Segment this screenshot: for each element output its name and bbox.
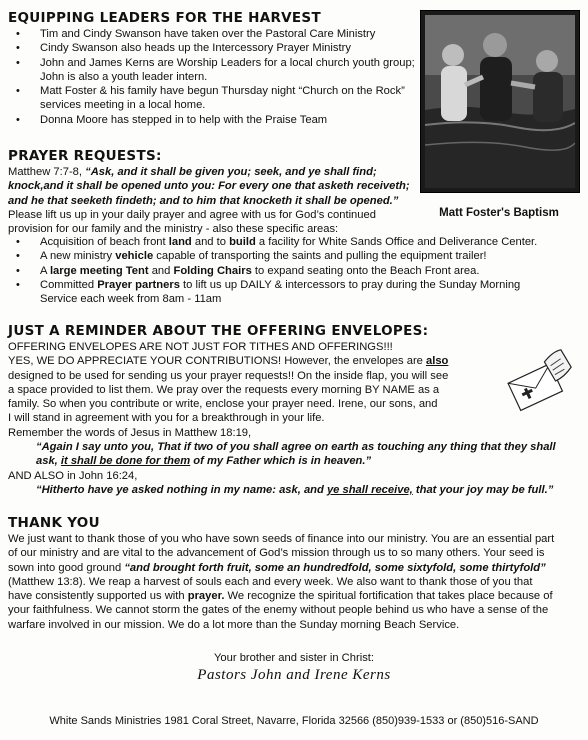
text: A <box>40 264 50 277</box>
text: to expand seating onto the Beach Front area. <box>251 264 480 277</box>
text: “and brought forth fruit, some an hundredfold, some sixtyfold, some thirtyfold” <box>124 561 546 574</box>
text: A new ministry <box>40 250 116 263</box>
text: and <box>148 264 174 277</box>
section-heading: EQUIPPING LEADERS FOR THE HARVEST <box>8 10 321 26</box>
text: Folding Chairs <box>173 264 252 277</box>
body-text: your faithfulness. We cannot storm the gates of the enemy without people behind us who have a sense of the <box>8 604 549 617</box>
text: have consistently supported us with <box>8 590 188 603</box>
quote-text: “Again I say unto you, That if two of you shall agree on earth as touching any thing that they shall <box>36 441 556 454</box>
text: build <box>229 236 256 248</box>
quote-text <box>8 483 578 497</box>
body-text: OFFERING ENVELOPES ARE NOT JUST FOR TITHES AND OFFERINGS!!! <box>8 341 393 353</box>
closing-line: Your brother and sister in Christ: <box>213 652 375 664</box>
list-item: • Donna Moore has stepped in to help with the Praise Team <box>8 113 418 127</box>
body-text <box>8 354 578 368</box>
text: also <box>426 355 449 368</box>
verse-text: and he that seeketh findeth; and to him that knocketh it shall be opened.” <box>8 194 399 207</box>
text: that your joy may be full.” <box>412 483 554 496</box>
text: Prayer partners <box>97 278 180 291</box>
quote-text <box>8 454 578 468</box>
list-item: • Tim and Cindy Swanson have taken over the Pastoral Care Ministry <box>8 27 418 41</box>
text: sown into good ground <box>8 561 125 574</box>
body-text: Remember the words of Jesus in Matthew 18:19, <box>8 426 252 439</box>
section-offering-envelopes <box>8 323 578 497</box>
text: Acquisition of beach front <box>40 236 169 248</box>
baptism-photo <box>420 10 580 193</box>
baptism-scene-illustration <box>425 15 575 188</box>
body-text: We just want to thank those of you who have sown seeds of finance into our ministry. You are an essential part <box>8 533 555 545</box>
text: vehicle <box>115 250 154 263</box>
list-item <box>8 278 568 307</box>
body-text: a space provided to list them. We pray over the requests every morning BY NAME as a <box>8 383 440 396</box>
body-text: family. So when you contribute or write, enclose your prayer need. Irene, our sons, and <box>8 398 438 411</box>
section-prayer-requests <box>8 148 418 236</box>
verse-text: knock,and it shall be opened unto you: For every one that asketh receiveth; <box>8 180 410 193</box>
text: YES, WE DO APPRECIATE YOUR CONTRIBUTIONS! However, the envelopes are <box>8 355 426 368</box>
text: land <box>168 236 192 248</box>
verse-line <box>8 165 418 179</box>
section-equipping-leaders <box>8 10 418 127</box>
list-item: • Matt Foster & his family have begun Thursday night “Church on the Rock” services meeting in a local home. <box>8 84 418 113</box>
section-heading: THANK YOU <box>8 515 100 531</box>
closing <box>0 651 588 683</box>
list-item <box>8 249 568 263</box>
section-thank-you <box>8 515 583 632</box>
photo-image <box>425 15 575 188</box>
text: ye shall receive, <box>326 483 413 496</box>
text: to lift us up DAILY & intercessors to pray during the Sunday Morning Service each week from 8am - 11am <box>40 278 521 306</box>
body-text: Please lift us up in your daily prayer and agree with us for God’s continued <box>8 208 376 221</box>
body-text: of our ministry and are vital to the advancement of God’s mission through us to so many others. Your seed is <box>8 547 545 560</box>
text: of my Father which is in heaven.” <box>190 455 372 468</box>
list-item <box>8 264 568 278</box>
body-text: provision for our family and the ministry - also these specific areas: <box>8 223 339 236</box>
list-item: • John and James Kerns are Worship Leaders for a local church youth group; John is also a youth leader intern. <box>8 56 418 85</box>
prayer-needs-list <box>8 235 568 306</box>
signature: Pastors John and Irene Kerns <box>197 667 391 684</box>
text: and to <box>191 236 230 248</box>
body-text <box>8 589 583 603</box>
body-text: designed to be used for sending us your prayer requests!! On the inside flap, you will see <box>8 369 449 382</box>
text: prayer. <box>187 590 225 603</box>
list-item <box>8 235 568 249</box>
body-text: warfare involved in our mission. We do a lot more than the Sunday morning Beach Service. <box>8 618 460 631</box>
text: a facility for White Sands Office and Deliverance Center. <box>255 236 538 248</box>
photo-caption: Matt Foster's Baptism <box>439 207 559 219</box>
footer-address: White Sands Ministries 1981 Coral Street, Navarre, Florida 32566 (850)939-1533 or (850)516-SAND <box>49 715 539 727</box>
text: We recognize the spiritual fortification that takes place because of <box>224 590 553 603</box>
text: large meeting Tent <box>49 264 149 277</box>
text: ask, <box>36 455 61 468</box>
verse-reference: Matthew 7:7-8, <box>8 166 82 178</box>
list-item: • Cindy Swanson also heads up the Intercessory Prayer Ministry <box>8 41 418 55</box>
text: “Hitherto have ye asked nothing in my name: ask, and <box>36 483 327 496</box>
body-text: I will stand in agreement with you for a breakthrough in your life. <box>8 412 325 425</box>
text: capable of transporting the saints and pulling the equipment trailer! <box>153 250 487 263</box>
body-text: (Matthew 13:8). We reap a harvest of souls each and every week. We also want to thank those of you that <box>8 575 533 588</box>
section-heading: PRAYER REQUESTS: <box>8 148 162 164</box>
section-heading: JUST A REMINDER ABOUT THE OFFERING ENVELOPES: <box>8 323 429 339</box>
leaders-list <box>8 27 418 127</box>
text: Committed <box>40 278 98 291</box>
verse-text: “Ask, and it shall be given you; seek, and ye shall find; <box>85 166 377 178</box>
body-text <box>8 561 583 575</box>
text: it shall be done for them <box>60 455 191 468</box>
envelope-hand-icon <box>500 348 578 414</box>
body-text: AND ALSO in John 16:24, <box>8 469 138 482</box>
